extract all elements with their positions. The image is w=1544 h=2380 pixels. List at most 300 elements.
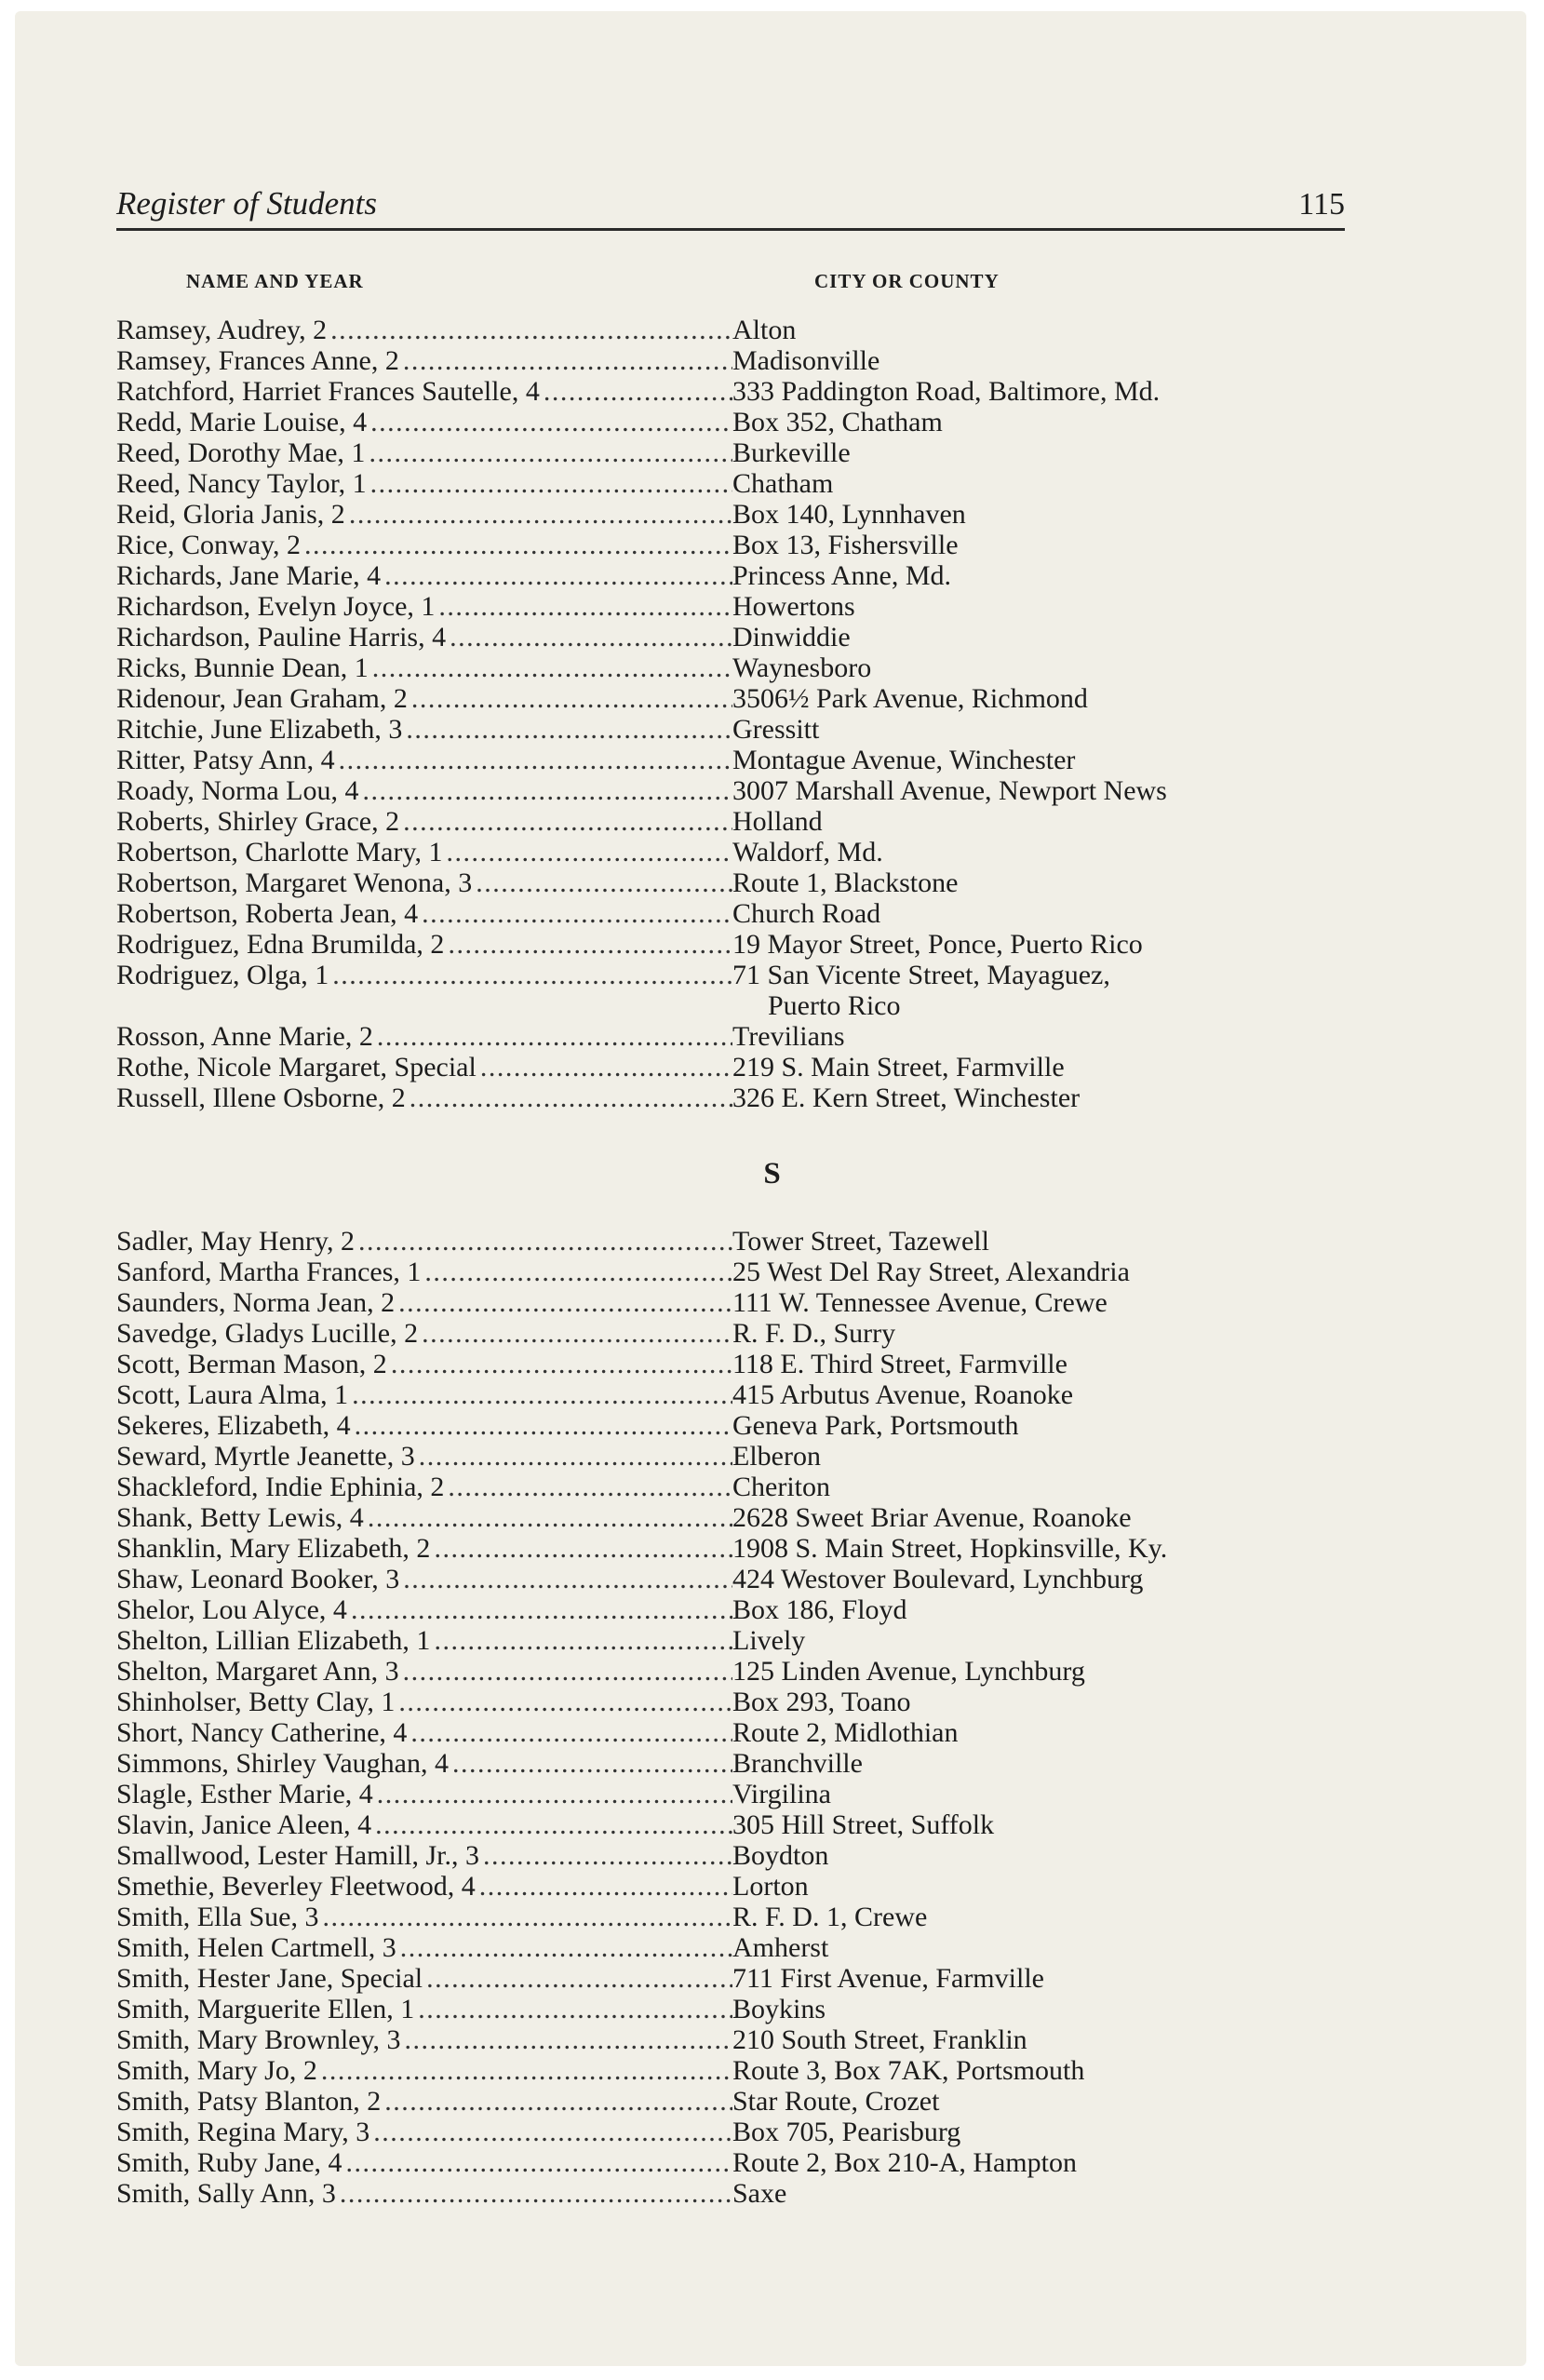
- dot-leader: [479, 1871, 732, 1902]
- list-item: [116, 591, 1345, 622]
- student-cell: [116, 560, 732, 591]
- dot-leader: [403, 345, 732, 376]
- home-cell: [732, 1021, 1345, 1052]
- dot-leader: [400, 1932, 732, 1963]
- student-cell: [116, 837, 732, 867]
- student-cell: [116, 1840, 732, 1871]
- list-item: [116, 1994, 1345, 2024]
- dot-leader: [372, 652, 732, 683]
- home-cell: [732, 2024, 1345, 2055]
- home-cell: [732, 1564, 1345, 1594]
- list-item: [116, 1809, 1345, 1840]
- student-name: Sanford, Martha Frances, 1: [116, 1257, 422, 1287]
- home-cell: [732, 1379, 1345, 1410]
- dot-leader: [351, 1594, 732, 1625]
- column-heading-city: CITY OR COUNTY: [814, 270, 1000, 292]
- list-item: [116, 1932, 1345, 1963]
- student-name: Smith, Helen Cartmell, 3: [116, 1932, 396, 1963]
- home-address: Lorton: [732, 1871, 809, 1902]
- home-cell: [732, 315, 1345, 345]
- student-name: Russell, Illene Osborne, 2: [116, 1082, 406, 1113]
- page-number: 115: [1298, 187, 1345, 222]
- list-item: [116, 1226, 1345, 1257]
- dot-leader: [377, 1779, 732, 1809]
- student-list-s: [116, 1226, 1345, 2209]
- home-address: R. F. D., Surry: [732, 1318, 896, 1349]
- student-name: Scott, Berman Mason, 2: [116, 1349, 387, 1379]
- student-name: Smith, Mary Jo, 2: [116, 2055, 317, 2086]
- list-item: [116, 775, 1345, 806]
- student-cell: [116, 1932, 732, 1963]
- student-cell: [116, 1809, 732, 1840]
- home-address: Holland: [732, 806, 823, 837]
- student-cell: [116, 1656, 732, 1687]
- student-cell: [116, 530, 732, 560]
- dot-leader: [332, 960, 732, 990]
- student-cell: [116, 2178, 732, 2209]
- home-cell: [732, 1410, 1345, 1441]
- home-address: 219 S. Main Street, Farmville: [732, 1052, 1065, 1082]
- student-cell: [116, 591, 732, 622]
- list-item: [116, 345, 1345, 376]
- dot-leader: [339, 745, 732, 775]
- home-cell: [732, 2055, 1345, 2086]
- student-cell: [116, 2024, 732, 2055]
- list-item: [116, 837, 1345, 867]
- dot-leader: [426, 1963, 732, 1994]
- home-address: Branchville: [732, 1748, 863, 1779]
- home-cell: [732, 407, 1345, 437]
- dot-leader: [434, 1533, 732, 1564]
- home-cell: [732, 1932, 1345, 1963]
- home-cell: [732, 1748, 1345, 1779]
- home-address: Trevilians: [732, 1021, 845, 1052]
- student-cell: [116, 1594, 732, 1625]
- student-list-r: [116, 315, 1345, 1113]
- dot-leader: [434, 1625, 732, 1656]
- student-cell: [116, 652, 732, 683]
- dot-leader: [480, 1052, 732, 1082]
- student-cell: [116, 315, 732, 345]
- student-name: Saunders, Norma Jean, 2: [116, 1287, 396, 1318]
- student-cell: [116, 1994, 732, 2024]
- student-cell: [116, 1502, 732, 1533]
- home-address: Montague Avenue, Winchester: [732, 745, 1076, 775]
- home-address: 326 E. Kern Street, Winchester: [732, 1082, 1081, 1113]
- student-cell: [116, 2117, 732, 2147]
- list-item: [116, 652, 1345, 683]
- dot-leader: [422, 1318, 732, 1349]
- home-cell: [732, 1349, 1345, 1379]
- dot-leader: [369, 437, 732, 468]
- list-item: [116, 1748, 1345, 1779]
- home-address: Chatham: [732, 468, 834, 499]
- list-item: [116, 1379, 1345, 1410]
- home-cell: [732, 2117, 1345, 2147]
- home-cell: [732, 1809, 1345, 1840]
- home-cell: [732, 714, 1345, 745]
- list-item: [116, 560, 1345, 591]
- student-cell: [116, 1687, 732, 1717]
- home-cell: [732, 1871, 1345, 1902]
- home-cell: [732, 530, 1345, 560]
- home-address: Madisonville: [732, 345, 880, 376]
- student-cell: [116, 1779, 732, 1809]
- student-name: Reed, Nancy Taylor, 1: [116, 468, 367, 499]
- student-name: Shinholser, Betty Clay, 1: [116, 1687, 396, 1717]
- home-address: Box 140, Lynnhaven: [732, 499, 966, 530]
- student-name: Roady, Norma Lou, 4: [116, 775, 359, 806]
- student-name: Smith, Regina Mary, 3: [116, 2117, 370, 2147]
- home-cell: [732, 2086, 1345, 2117]
- student-cell: [116, 2147, 732, 2178]
- dot-leader: [403, 1564, 732, 1594]
- home-address-continued: Puerto Rico: [768, 990, 901, 1021]
- student-name: Sekeres, Elizabeth, 4: [116, 1410, 351, 1441]
- student-name: Simmons, Shirley Vaughan, 4: [116, 1748, 449, 1779]
- list-item: [116, 960, 1345, 1021]
- home-cell: [732, 867, 1345, 898]
- student-name: Redd, Marie Louise, 4: [116, 407, 368, 437]
- home-cell: [732, 499, 1345, 530]
- student-name: Scott, Laura Alma, 1: [116, 1379, 349, 1410]
- dot-leader: [349, 499, 732, 530]
- home-address: Saxe: [732, 2178, 787, 2209]
- student-cell: [116, 1717, 732, 1748]
- home-cell: [732, 2147, 1345, 2178]
- list-item: [116, 2055, 1345, 2086]
- dot-leader: [368, 1502, 732, 1533]
- student-name: Shaw, Leonard Booker, 3: [116, 1564, 400, 1594]
- student-cell: [116, 745, 732, 775]
- dot-leader: [304, 530, 732, 560]
- student-cell: [116, 2055, 732, 2086]
- dot-leader: [403, 1656, 732, 1687]
- home-address: R. F. D. 1, Crewe: [732, 1902, 928, 1932]
- student-name: Shelton, Margaret Ann, 3: [116, 1656, 399, 1687]
- list-item: [116, 315, 1345, 345]
- student-cell: [116, 1472, 732, 1502]
- home-cell: [732, 1687, 1345, 1717]
- student-cell: [116, 1748, 732, 1779]
- list-item: [116, 714, 1345, 745]
- home-address: Geneva Park, Portsmouth: [732, 1410, 1019, 1441]
- student-cell: [116, 468, 732, 499]
- home-address: Gressitt: [732, 714, 820, 745]
- home-address: Cheriton: [732, 1472, 830, 1502]
- home-address: Route 3, Box 7AK, Portsmouth: [732, 2055, 1085, 2086]
- home-cell: [732, 775, 1345, 806]
- dot-leader: [438, 591, 732, 622]
- student-cell: [116, 1564, 732, 1594]
- home-cell: [732, 1717, 1345, 1748]
- list-item: [116, 1082, 1345, 1113]
- home-cell: [732, 1287, 1345, 1318]
- student-cell: [116, 1963, 732, 1994]
- list-item: [116, 2178, 1345, 2209]
- home-cell: [732, 1779, 1345, 1809]
- home-address: Alton: [732, 315, 797, 345]
- student-name: Ritter, Patsy Ann, 4: [116, 745, 335, 775]
- student-cell: [116, 898, 732, 929]
- student-cell: [116, 683, 732, 714]
- student-name: Smethie, Beverley Fleetwood, 4: [116, 1871, 476, 1902]
- student-name: Ricks, Bunnie Dean, 1: [116, 652, 369, 683]
- dot-leader: [448, 1472, 732, 1502]
- dot-leader: [340, 2178, 732, 2209]
- student-cell: [116, 345, 732, 376]
- home-address: Tower Street, Tazewell: [732, 1226, 989, 1257]
- home-address: Burkeville: [732, 437, 851, 468]
- student-cell: [116, 1226, 732, 1257]
- list-item: [116, 1257, 1345, 1287]
- list-item: [116, 1656, 1345, 1687]
- home-cell: [732, 1625, 1345, 1656]
- student-name: Shank, Betty Lewis, 4: [116, 1502, 364, 1533]
- list-item: [116, 1840, 1345, 1871]
- list-item: [116, 2086, 1345, 2117]
- dot-leader: [370, 407, 732, 437]
- list-item: [116, 898, 1345, 929]
- list-item: [116, 683, 1345, 714]
- student-name: Smith, Ella Sue, 3: [116, 1902, 319, 1932]
- student-name: Richardson, Evelyn Joyce, 1: [116, 591, 436, 622]
- dot-leader: [483, 1840, 732, 1871]
- dot-leader: [321, 2055, 732, 2086]
- student-name: Slagle, Esther Marie, 4: [116, 1779, 373, 1809]
- list-item: [116, 1410, 1345, 1441]
- dot-leader: [424, 1257, 732, 1287]
- list-item: [116, 407, 1345, 437]
- home-address: Lively: [732, 1625, 806, 1656]
- dot-leader: [544, 376, 732, 407]
- student-name: Rodriguez, Olga, 1: [116, 960, 329, 990]
- list-item: [116, 1871, 1345, 1902]
- list-item: [116, 1963, 1345, 1994]
- student-name: Rodriguez, Edna Brumilda, 2: [116, 929, 445, 960]
- home-address: Dinwiddie: [732, 622, 851, 652]
- list-item: [116, 1717, 1345, 1748]
- list-item: [116, 499, 1345, 530]
- home-cell: [732, 745, 1345, 775]
- student-name: Sadler, May Henry, 2: [116, 1226, 355, 1257]
- student-name: Richards, Jane Marie, 4: [116, 560, 382, 591]
- home-cell: [732, 376, 1345, 407]
- home-address: 2628 Sweet Briar Avenue, Roanoke: [732, 1502, 1132, 1533]
- student-cell: [116, 437, 732, 468]
- student-name: Ramsey, Audrey, 2: [116, 315, 328, 345]
- list-item: [116, 1349, 1345, 1379]
- dot-leader: [330, 315, 732, 345]
- student-name: Smallwood, Lester Hamill, Jr., 3: [116, 1840, 479, 1871]
- student-name: Rice, Conway, 2: [116, 530, 302, 560]
- list-item: [116, 1472, 1345, 1502]
- student-cell: [116, 2086, 732, 2117]
- home-address: Box 705, Pearisburg: [732, 2117, 961, 2147]
- home-address: Virgilina: [732, 1779, 831, 1809]
- student-cell: [116, 1349, 732, 1379]
- dot-leader: [373, 2117, 732, 2147]
- list-item: [116, 1318, 1345, 1349]
- home-cell: [732, 1594, 1345, 1625]
- student-name: Roberts, Shirley Grace, 2: [116, 806, 400, 837]
- home-address: Howertons: [732, 591, 855, 622]
- dot-leader: [370, 468, 732, 499]
- home-address: 118 E. Third Street, Farmville: [732, 1349, 1067, 1379]
- student-cell: [116, 714, 732, 745]
- home-address: 111 W. Tennessee Avenue, Crewe: [732, 1287, 1108, 1318]
- dot-leader: [422, 898, 732, 929]
- dot-leader: [448, 929, 732, 960]
- running-head: [116, 180, 1345, 231]
- dot-leader: [419, 1441, 732, 1472]
- dot-leader: [410, 1717, 732, 1748]
- student-name: Smith, Mary Brownley, 3: [116, 2024, 401, 2055]
- dot-leader: [323, 1902, 733, 1932]
- home-address: 1908 S. Main Street, Hopkinsville, Ky.: [732, 1533, 1168, 1564]
- dot-leader: [377, 1021, 732, 1052]
- list-item: [116, 1902, 1345, 1932]
- list-item: [116, 468, 1345, 499]
- home-cell: [732, 683, 1345, 714]
- home-address: Church Road: [732, 898, 881, 929]
- home-address: 125 Linden Avenue, Lynchburg: [732, 1656, 1085, 1687]
- student-name: Rosson, Anne Marie, 2: [116, 1021, 373, 1052]
- student-name: Shelton, Lillian Elizabeth, 1: [116, 1625, 431, 1656]
- student-cell: [116, 407, 732, 437]
- list-item: [116, 929, 1345, 960]
- dot-leader: [452, 1748, 732, 1779]
- home-address: Route 2, Midlothian: [732, 1717, 959, 1748]
- dot-leader: [405, 2024, 732, 2055]
- student-cell: [116, 1287, 732, 1318]
- list-item: [116, 2147, 1345, 2178]
- list-item: [116, 437, 1345, 468]
- home-cell: [732, 806, 1345, 837]
- list-item: [116, 1441, 1345, 1472]
- home-address: Boykins: [732, 1994, 826, 2024]
- list-item: [116, 1533, 1345, 1564]
- student-cell: [116, 1379, 732, 1410]
- student-cell: [116, 1625, 732, 1656]
- home-cell: [732, 1994, 1345, 2024]
- student-cell: [116, 960, 732, 990]
- student-name: Shelor, Lou Alyce, 4: [116, 1594, 347, 1625]
- dot-leader: [375, 1809, 732, 1840]
- student-cell: [116, 1441, 732, 1472]
- student-name: Short, Nancy Catherine, 4: [116, 1717, 408, 1748]
- dot-leader: [411, 683, 732, 714]
- home-address: Box 293, Toano: [732, 1687, 911, 1717]
- student-name: Smith, Sally Ann, 3: [116, 2178, 336, 2209]
- list-item: [116, 1687, 1345, 1717]
- home-address: Box 13, Fishersville: [732, 530, 959, 560]
- student-cell: [116, 1902, 732, 1932]
- home-cell: [732, 591, 1345, 622]
- home-cell: [732, 1257, 1345, 1287]
- section-letter: S: [763, 1157, 781, 1190]
- home-address: 711 First Avenue, Farmville: [732, 1963, 1044, 1994]
- page-title: Register of Students: [116, 185, 377, 222]
- home-address: Boydton: [732, 1840, 829, 1871]
- list-item: [116, 1594, 1345, 1625]
- dot-leader: [384, 2086, 732, 2117]
- list-item: [116, 745, 1345, 775]
- student-cell: [116, 1082, 732, 1113]
- student-cell: [116, 775, 732, 806]
- student-cell: [116, 622, 732, 652]
- home-cell: [732, 468, 1345, 499]
- home-address: 424 Westover Boulevard, Lynchburg: [732, 1564, 1144, 1594]
- student-name: Ramsey, Frances Anne, 2: [116, 345, 399, 376]
- dot-leader: [355, 1410, 732, 1441]
- student-name: Ratchford, Harriet Frances Sautelle, 4: [116, 376, 540, 407]
- home-cell: [732, 1963, 1345, 1994]
- student-name: Robertson, Margaret Wenona, 3: [116, 867, 473, 898]
- dot-leader: [398, 1687, 732, 1717]
- student-name: Ritchie, June Elizabeth, 3: [116, 714, 403, 745]
- home-cell: [732, 560, 1345, 591]
- list-item: [116, 2117, 1345, 2147]
- list-item: [116, 1625, 1345, 1656]
- list-item: [116, 1502, 1345, 1533]
- student-cell: [116, 1021, 732, 1052]
- list-item: [116, 1021, 1345, 1052]
- student-cell: [116, 1318, 732, 1349]
- home-address: Box 352, Chatham: [732, 407, 943, 437]
- home-cell: [732, 1226, 1345, 1257]
- student-cell: [116, 1533, 732, 1564]
- student-name: Seward, Myrtle Jeanette, 3: [116, 1441, 415, 1472]
- home-address: Amherst: [732, 1932, 829, 1963]
- home-cell: [732, 1318, 1345, 1349]
- dot-leader: [352, 1379, 732, 1410]
- column-heading-name: NAME AND YEAR: [186, 270, 364, 292]
- home-address: Box 186, Floyd: [732, 1594, 907, 1625]
- list-item: [116, 806, 1345, 837]
- list-item: [116, 2024, 1345, 2055]
- home-address: Waldorf, Md.: [732, 837, 883, 867]
- list-item: [116, 867, 1345, 898]
- dot-leader: [384, 560, 732, 591]
- list-item: [116, 530, 1345, 560]
- home-cell: [732, 1472, 1345, 1502]
- home-address: 19 Mayor Street, Ponce, Puerto Rico: [732, 929, 1143, 960]
- student-name: Reed, Dorothy Mae, 1: [116, 437, 366, 468]
- student-name: Robertson, Roberta Jean, 4: [116, 898, 419, 929]
- home-address: 71 San Vicente Street, Mayaguez,: [732, 960, 1110, 990]
- home-address: Elberon: [732, 1441, 821, 1472]
- home-cell: [732, 1902, 1345, 1932]
- home-cell: [732, 898, 1345, 929]
- student-cell: [116, 376, 732, 407]
- student-cell: [116, 1257, 732, 1287]
- home-address: Star Route, Crozet: [732, 2086, 940, 2117]
- list-item: [116, 1052, 1345, 1082]
- home-cell: [732, 345, 1345, 376]
- home-address: Waynesboro: [732, 652, 872, 683]
- student-cell: [116, 499, 732, 530]
- student-name: Robertson, Charlotte Mary, 1: [116, 837, 443, 867]
- student-name: Shackleford, Indie Ephinia, 2: [116, 1472, 445, 1502]
- student-name: Rothe, Nicole Margaret, Special: [116, 1052, 477, 1082]
- student-name: Ridenour, Jean Graham, 2: [116, 683, 408, 714]
- student-cell: [116, 1410, 732, 1441]
- student-name: Richardson, Pauline Harris, 4: [116, 622, 447, 652]
- home-cell: [732, 652, 1345, 683]
- home-address: Princess Anne, Md.: [732, 560, 951, 591]
- student-cell: [116, 1052, 732, 1082]
